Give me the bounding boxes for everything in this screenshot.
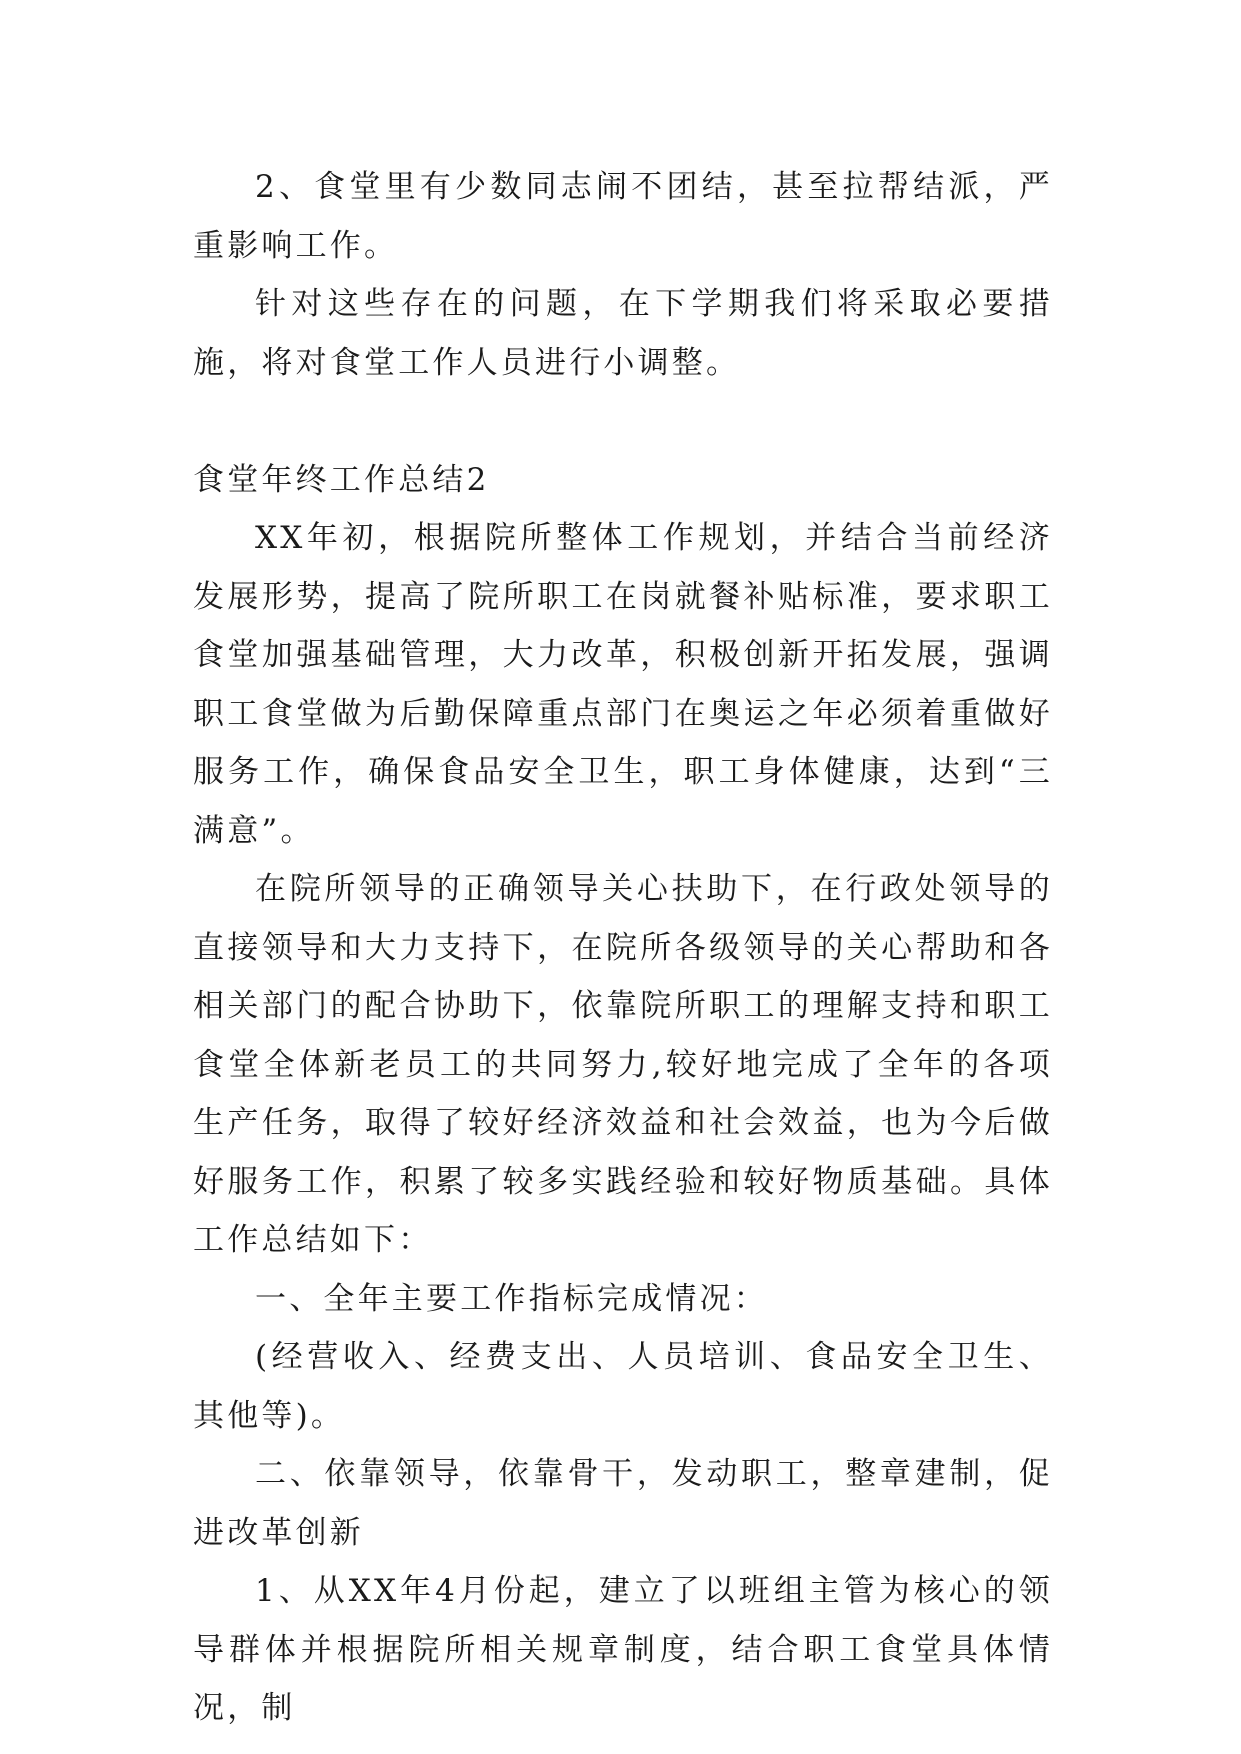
section-title: 食堂年终工作总结2 [193, 461, 490, 498]
paragraph: 一、全年主要工作指标完成情况： [255, 1280, 768, 1317]
paragraph: 二、依靠领导，依靠骨干，发动职工，整章建制，促进改革创新 [193, 1456, 1053, 1551]
paragraph: 1、从XX年4月份起，建立了以班组主管为核心的领导群体并根据院所相关规章制度，结合职工食堂具体情况，制 [193, 1573, 1053, 1726]
paragraph: (经营收入、经费支出、人员培训、食品安全卫生、其他等)。 [193, 1339, 1053, 1434]
document-page [193, 158, 1053, 1738]
paragraph: 2、食堂里有少数同志闹不团结，甚至拉帮结派，严重影响工作。 [193, 169, 1053, 264]
paragraph: 在院所领导的正确领导关心扶助下，在行政处领导的直接领导和大力支持下，在院所各级领导的关心帮助和各相关部门的配合协助下，依靠院所职工的理解支持和职工食堂全体新老员工的共同努力,较好地完成了全年的各项生产任务，取得了较好经济效益和社会效益，也为今后做好服务工作，积累了较多实践经验和较好物质基础。具体工作总结如下： [193, 871, 1053, 1258]
paragraph: 针对这些存在的问题，在下学期我们将采取必要措施，将对食堂工作人员进行小调整。 [193, 286, 1053, 381]
section-gap [193, 392, 1053, 451]
paragraph: XX年初，根据院所整体工作规划，并结合当前经济发展形势，提高了院所职工在岗就餐补贴标准，要求职工食堂加强基础管理，大力改革，积极创新开拓发展，强调职工食堂做为后勤保障重点部门在奥运之年必须着重做好服务工作，确保食品安全卫生，职工身体健康，达到“三满意”。 [193, 520, 1053, 849]
